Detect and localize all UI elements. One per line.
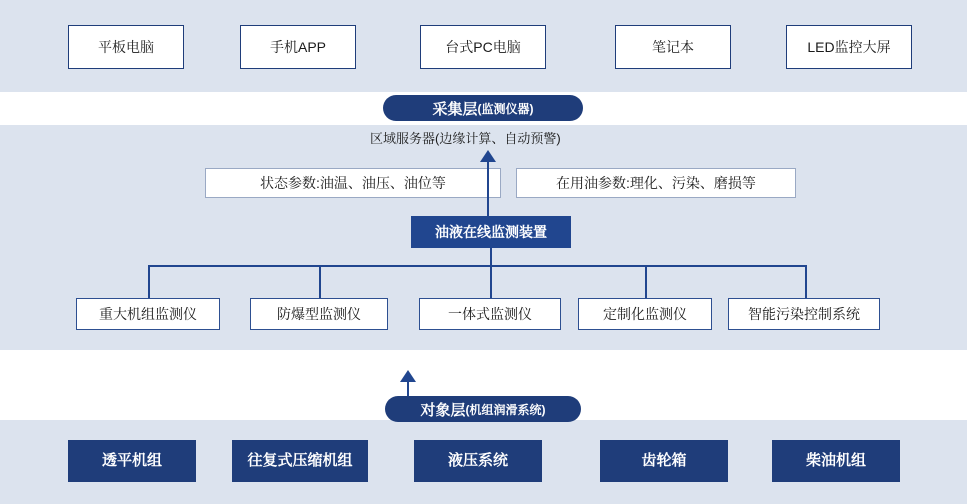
status-parameters-label: 状态参数:油温、油压、油位等: [260, 175, 446, 191]
device-item-label: 智能污染控制系统: [748, 305, 860, 322]
presentation-item-3[interactable]: [615, 25, 731, 69]
object-item-4[interactable]: [772, 440, 900, 482]
object-item-2[interactable]: [414, 440, 542, 482]
oil-parameters-label: 在用油参数:理化、污染、磨损等: [556, 175, 756, 191]
connector-device-to-server: [487, 160, 489, 216]
connector-branch-1: [319, 265, 321, 298]
status-parameters-box: [205, 168, 501, 198]
oil-online-monitor-label: 油液在线监测装置: [435, 223, 547, 240]
presentation-item-0[interactable]: [68, 25, 184, 69]
connector-branch-0: [148, 265, 150, 298]
object-item-label: 液压系统: [447, 452, 508, 469]
device-item-label: 重大机组监测仪: [99, 305, 197, 322]
connector-branch-2: [490, 265, 492, 298]
collection-layer-pill-title: 采集层: [432, 100, 478, 118]
presentation-item-1[interactable]: [240, 25, 356, 69]
connector-branch-3: [645, 265, 647, 298]
presentation-item-2[interactable]: [420, 25, 546, 69]
collection-layer-pill: [383, 95, 583, 121]
region-server-label: [370, 128, 561, 147]
object-item-0[interactable]: [68, 440, 196, 482]
device-item-4[interactable]: [728, 298, 880, 330]
connector-trunk-down: [490, 248, 492, 265]
arrow-device-to-server-icon: [480, 150, 496, 162]
collection-layer-pill-subtitle: (监测仪器): [477, 101, 534, 116]
presentation-item-4[interactable]: [786, 25, 912, 69]
object-item-label: 齿轮箱: [641, 452, 687, 469]
oil-online-monitor-box[interactable]: [411, 216, 571, 248]
object-layer-pill-title: 对象层: [420, 401, 466, 419]
device-item-1[interactable]: [250, 298, 388, 330]
presentation-item-label: 手机APP: [269, 38, 326, 55]
device-item-label: 防爆型监测仪: [277, 305, 361, 322]
oil-parameters-box: [516, 168, 796, 198]
region-server-text: 区域服务器(边缘计算、自动预警): [370, 131, 561, 146]
object-item-1[interactable]: [232, 440, 368, 482]
object-item-label: 柴油机组: [805, 452, 866, 469]
device-item-3[interactable]: [578, 298, 712, 330]
device-item-0[interactable]: [76, 298, 220, 330]
presentation-item-label: 笔记本: [652, 38, 694, 55]
connector-branch-4: [805, 265, 807, 298]
presentation-item-label: 平板电脑: [98, 38, 154, 55]
object-layer-pill: [385, 396, 581, 422]
device-item-label: 一体式监测仪: [448, 305, 532, 322]
device-item-2[interactable]: [419, 298, 561, 330]
object-layer-pill-subtitle: (机组润滑系统): [465, 402, 546, 417]
connector-bus-horizontal: [148, 265, 806, 267]
arrow-object-to-collection-icon: [400, 370, 416, 382]
presentation-item-label: 台式PC电脑: [445, 38, 521, 55]
object-item-label: 往复式压缩机组: [247, 452, 353, 469]
device-item-label: 定制化监测仪: [603, 305, 687, 322]
presentation-item-label: LED监控大屏: [807, 38, 891, 55]
object-item-label: 透平机组: [101, 452, 162, 469]
object-item-3[interactable]: [600, 440, 728, 482]
